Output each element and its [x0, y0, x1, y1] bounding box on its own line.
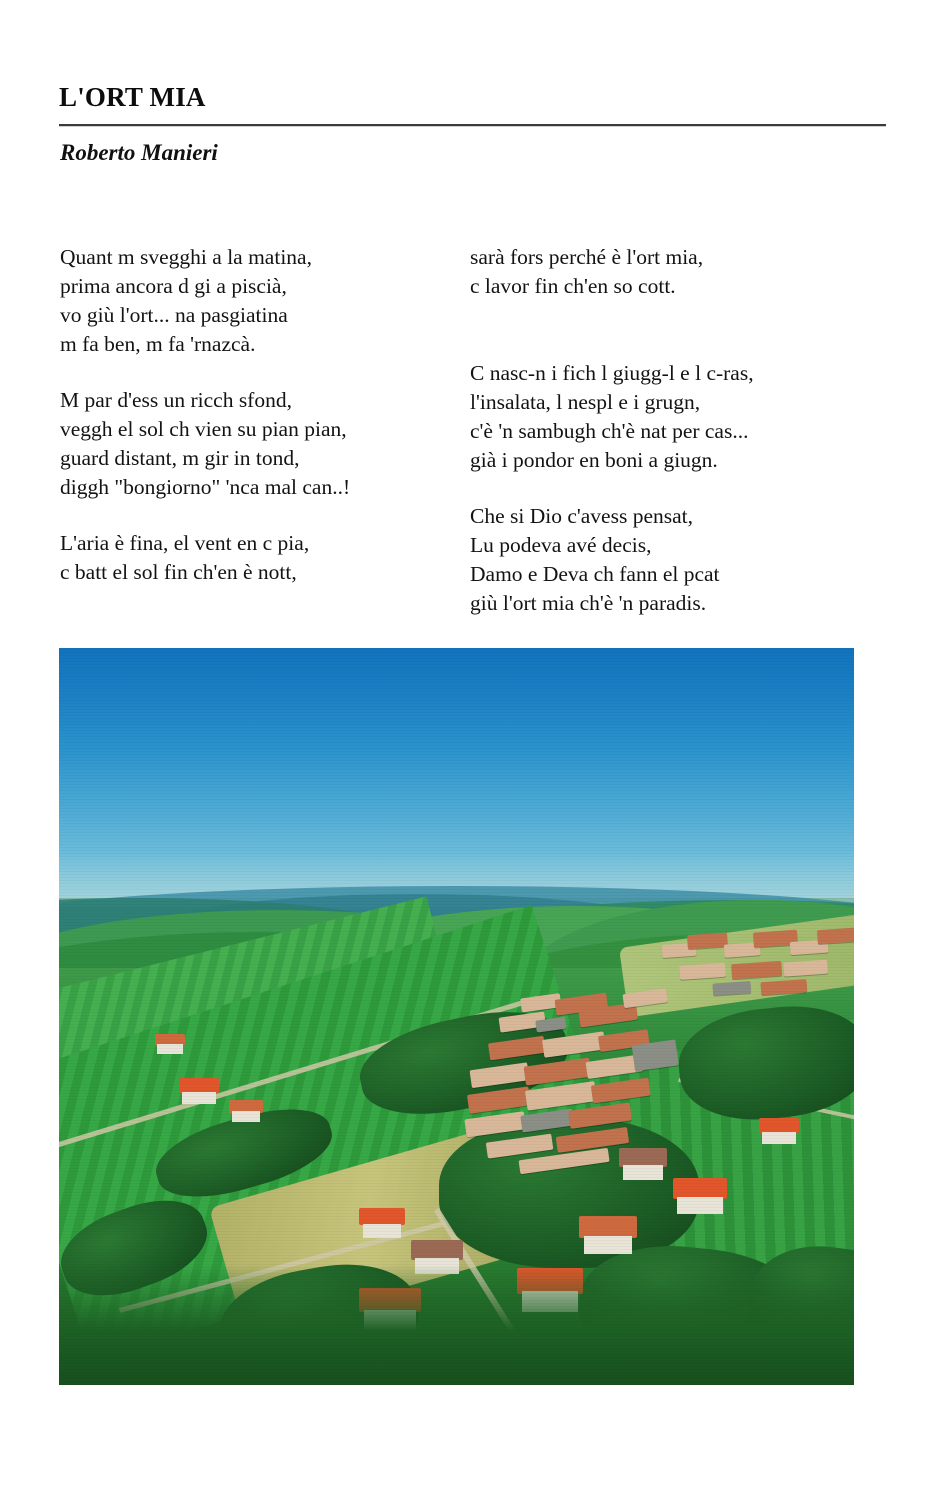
poem-line: diggh "bongiorno" 'nca mal can..!: [60, 475, 351, 499]
poem-line: prima ancora d gi a piscià,: [60, 274, 287, 298]
poem-line: Damo e Deva ch fann el pcat: [470, 562, 720, 586]
poem-line: l'insalata, l nespl e i grugn,: [470, 390, 701, 414]
poem-body: [0, 243, 942, 615]
poem-line: Lu podeva avé decis,: [470, 533, 652, 557]
farmhouse: [673, 1178, 727, 1214]
title-divider: [59, 124, 886, 127]
poem-column-left: [60, 243, 460, 614]
poem-line: giù l'ort mia ch'è 'n paradis.: [470, 591, 707, 615]
poem-line: vo giù l'ort... na pasgiatina: [60, 303, 288, 327]
poem-line: guard distant, m gir in tond,: [60, 446, 300, 470]
farmhouse: [179, 1078, 219, 1104]
author-name: Roberto Manieri: [60, 140, 218, 165]
stanza: [60, 529, 460, 587]
poem-line: M par d'ess un ricch sfond,: [60, 388, 292, 412]
poem-line: c'è 'n sambugh ch'è nat per cas...: [470, 419, 749, 443]
poem-line: Che si Dio c'avess pensat,: [470, 504, 694, 528]
photograph-canvas: [59, 648, 854, 1385]
hilltop-village: [436, 972, 711, 1205]
farmhouse: [579, 1216, 637, 1254]
poem-line: L'aria è fina, el vent en c pia,: [60, 531, 310, 555]
poem-line: C nasc-n i fich l giugg-l e l c-ras,: [470, 361, 754, 385]
stanza: [60, 386, 460, 502]
farmhouse: [359, 1208, 405, 1238]
page-title: L'ORT MIA: [59, 82, 206, 112]
farmhouse: [619, 1148, 667, 1180]
poem-column-right: [470, 243, 890, 645]
stanza: [470, 502, 890, 618]
farmhouse: [759, 1118, 799, 1144]
poem-line: veggh el sol ch vien su pian pian,: [60, 417, 347, 441]
stanza: [470, 243, 890, 301]
stanza: [470, 359, 890, 475]
poem-line: sarà fors perché è l'ort mia,: [470, 245, 704, 269]
poem-line: Quant m svegghi a la matina,: [60, 245, 312, 269]
poem-line: c batt el sol fin ch'en è nott,: [60, 560, 297, 584]
farmhouse: [229, 1100, 263, 1122]
farmhouse: [155, 1034, 185, 1054]
poem-line: già i pondor en boni a giugn.: [470, 448, 718, 472]
foreground-vegetation: [59, 1265, 854, 1385]
stanza: [60, 243, 460, 359]
landscape-photograph: [59, 648, 854, 1385]
poem-line: c lavor fin ch'en so cott.: [470, 274, 676, 298]
poem-line: m fa ben, m fa 'rnazcà.: [60, 332, 256, 356]
